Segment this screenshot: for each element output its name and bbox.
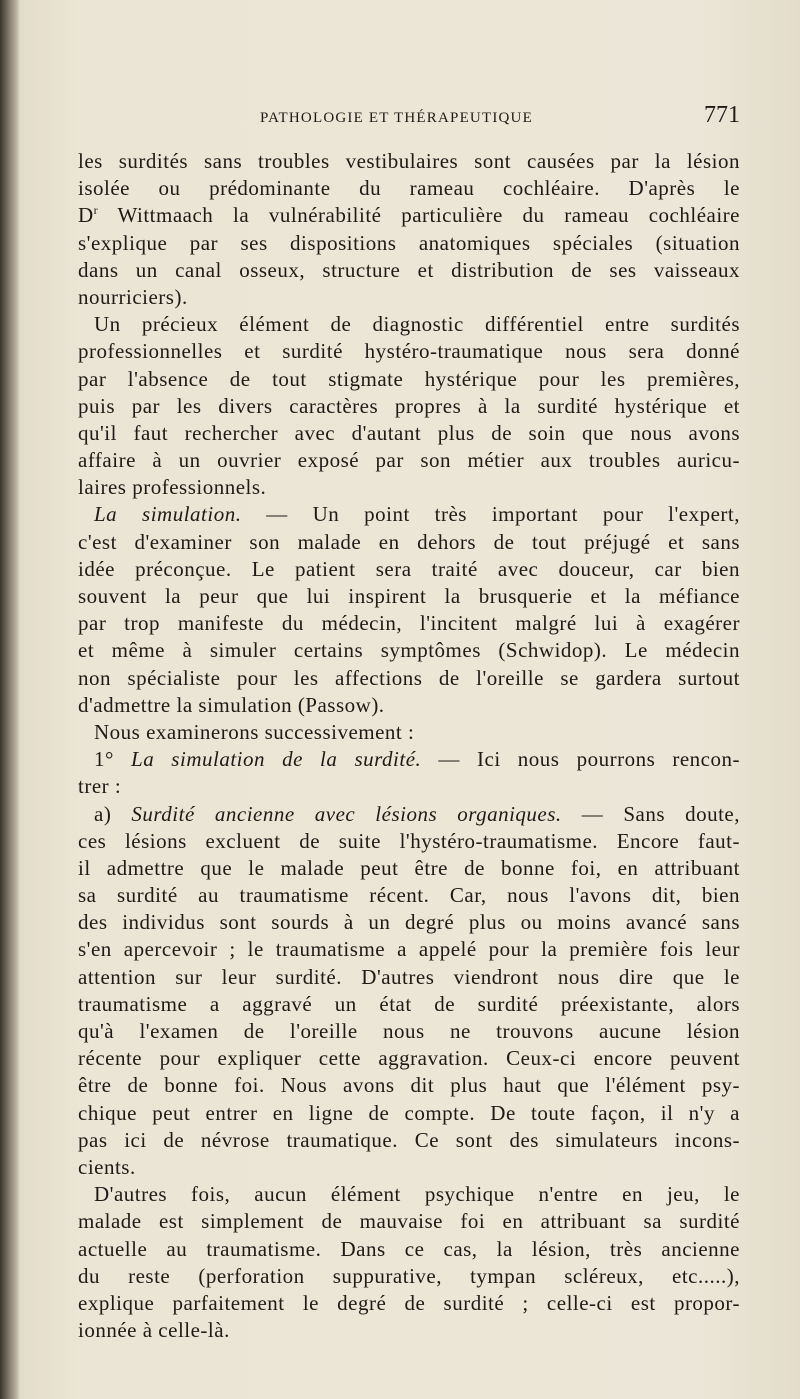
line-text: affaire à un ouvrier exposé par son métier aux troubles auricu- bbox=[78, 448, 740, 473]
text-line bbox=[78, 1100, 740, 1127]
text-line bbox=[78, 366, 740, 393]
text-line bbox=[78, 583, 740, 610]
text-line bbox=[78, 801, 740, 828]
text-line bbox=[78, 202, 740, 229]
line-text: D'autres fois, aucun élément psychique n'entre en jeu, le bbox=[94, 1182, 740, 1207]
text-line bbox=[78, 1317, 740, 1344]
text-line bbox=[78, 1236, 740, 1263]
running-head: PATHOLOGIE ET THÉRAPEUTIQUE bbox=[260, 110, 533, 126]
line-text: récente pour expliquer cette aggravation. Ceux-ci encore peuvent bbox=[78, 1046, 740, 1071]
text-line bbox=[78, 338, 740, 365]
line-text: par l'absence de tout stigmate hystérique pour les premières, bbox=[78, 366, 740, 391]
line-prefix: 1° bbox=[94, 747, 132, 772]
line-text: s'en apercevoir ; le traumatisme a appelé pour la première fois leur bbox=[78, 937, 740, 962]
text-line bbox=[78, 637, 740, 664]
text-line bbox=[78, 719, 740, 746]
text-line bbox=[78, 773, 740, 800]
text-line bbox=[78, 175, 740, 202]
line-text: d'admettre la simulation (Passow). bbox=[78, 692, 385, 717]
line-text: non spécialiste pour les affections de l'oreille se gardera surtout bbox=[78, 665, 740, 690]
line-text: attention sur leur surdité. D'autres viendront nous dire que le bbox=[78, 964, 740, 989]
line-text: malade est simplement de mauvaise foi en attribuant sa surdité bbox=[78, 1209, 740, 1234]
text-line bbox=[78, 991, 740, 1018]
line-text: Nous examinerons successivement : bbox=[94, 719, 415, 744]
line-text: cients. bbox=[78, 1154, 136, 1179]
text-line bbox=[78, 529, 740, 556]
italic-heading: Surdité ancienne avec lésions organiques. bbox=[131, 801, 562, 826]
line-text: isolée ou prédominante du rameau cochléaire. D'après le bbox=[78, 176, 740, 201]
text-line bbox=[78, 936, 740, 963]
text-line bbox=[78, 828, 740, 855]
text-line bbox=[78, 909, 740, 936]
line-text: et même à simuler certains symptômes (Schwidop). Le médecin bbox=[78, 638, 740, 663]
line-text: sa surdité au traumatisme récent. Car, nous l'avons dit, bien bbox=[78, 883, 740, 908]
text-line bbox=[78, 556, 740, 583]
line-text: dans un canal osseux, structure et distribution de ses vaisseaux bbox=[78, 257, 740, 282]
text-line bbox=[78, 257, 740, 284]
text-line bbox=[78, 882, 740, 909]
line-text: laires professionnels. bbox=[78, 475, 267, 500]
text-line bbox=[78, 1018, 740, 1045]
text-line bbox=[78, 148, 740, 175]
line-text: des individus sont sourds à un degré plus ou moins avancé sans bbox=[78, 910, 740, 935]
text-line bbox=[78, 1208, 740, 1235]
text-line bbox=[78, 1072, 740, 1099]
text-line bbox=[78, 1127, 740, 1154]
line-text: actuelle au traumatisme. Dans ce cas, la lésion, très ancienne bbox=[78, 1236, 740, 1261]
text-line bbox=[78, 393, 740, 420]
text-line bbox=[78, 1154, 740, 1181]
text-line bbox=[78, 1045, 740, 1072]
italic-heading: La simulation. bbox=[94, 502, 242, 527]
line-text: souvent la peur que lui inspirent la brusquerie et la méfiance bbox=[78, 584, 740, 608]
line-text: idée préconçue. Le patient sera traité avec douceur, car bien bbox=[78, 556, 740, 581]
text-line bbox=[78, 420, 740, 447]
superscript: r bbox=[93, 203, 99, 218]
text-line bbox=[78, 855, 740, 882]
line-text: par trop manifeste du médecin, l'incitent malgré lui à exagérer bbox=[78, 611, 740, 636]
line-text: s'explique par ses dispositions anatomiques spéciales (situation bbox=[78, 230, 740, 255]
line-text: être de bonne foi. Nous avons dit plus haut que l'élément psy- bbox=[78, 1073, 740, 1098]
line-text: ces lésions excluent de suite l'hystéro-traumatisme. Encore faut- bbox=[78, 828, 740, 853]
text-line bbox=[78, 230, 740, 257]
line-text: chique peut entrer en ligne de compte. De toute façon, il n'y a bbox=[78, 1100, 740, 1125]
line-text: qu'il faut rechercher avec d'autant plus de soin que nous avons bbox=[78, 420, 740, 445]
line-text: qu'à l'examen de l'oreille nous ne trouvons aucune lésion bbox=[78, 1019, 740, 1043]
text-line bbox=[78, 746, 740, 773]
text-line bbox=[78, 1290, 740, 1317]
line-text: trer : bbox=[78, 774, 122, 799]
line-prefix: D bbox=[78, 203, 94, 228]
line-text: du reste (perforation suppurative, tympan scléreux, etc.....), bbox=[78, 1263, 740, 1288]
line-text: — Un point très important pour l'expert, bbox=[241, 502, 740, 527]
text-line bbox=[78, 1263, 740, 1290]
text-line bbox=[78, 1181, 740, 1208]
line-text: ionnée à celle-là. bbox=[78, 1318, 230, 1343]
line-text: il admettre que le malade peut être de bonne foi, en attribuant bbox=[78, 855, 740, 880]
line-text: nourriciers). bbox=[78, 284, 188, 309]
text-line bbox=[78, 692, 740, 719]
line-text: traumatisme a aggravé un état de surdité préexistante, alors bbox=[78, 991, 740, 1016]
line-text: explique parfaitement le degré de surdité ; celle-ci est propor- bbox=[78, 1290, 740, 1315]
body-text bbox=[78, 148, 740, 1344]
text-line bbox=[78, 665, 740, 692]
line-prefix: a) bbox=[94, 801, 132, 826]
page-header bbox=[60, 96, 740, 136]
line-text: pas ici de névrose traumatique. Ce sont des simulateurs incons- bbox=[78, 1127, 740, 1152]
page-number: 771 bbox=[704, 102, 740, 128]
text-line bbox=[78, 964, 740, 991]
book-spine-shadow bbox=[0, 0, 20, 1399]
text-line bbox=[78, 501, 740, 528]
line-text: — Ici nous pourrons rencon- bbox=[421, 747, 740, 772]
line-text: puis par les divers caractères propres à la surdité hystérique et bbox=[78, 393, 740, 418]
line-text: les surdités sans troubles vestibulaires sont causées par la lésion bbox=[78, 149, 740, 173]
line-text: c'est d'examiner son malade en dehors de tout préjugé et sans bbox=[78, 529, 740, 554]
text-line bbox=[78, 311, 740, 338]
line-text: professionnelles et surdité hystéro-traumatique nous sera donné bbox=[78, 339, 740, 364]
italic-heading: La simulation de la surdité. bbox=[131, 747, 422, 772]
line-text: Un précieux élément de diagnostic différentiel entre surdités bbox=[94, 312, 740, 337]
text-line bbox=[78, 447, 740, 474]
text-line bbox=[78, 284, 740, 311]
text-line bbox=[78, 474, 740, 501]
line-text: Wittmaach la vulnérabilité particulière du rameau cochléaire bbox=[98, 203, 740, 228]
text-line bbox=[78, 610, 740, 637]
line-text: — Sans doute, bbox=[561, 801, 741, 826]
